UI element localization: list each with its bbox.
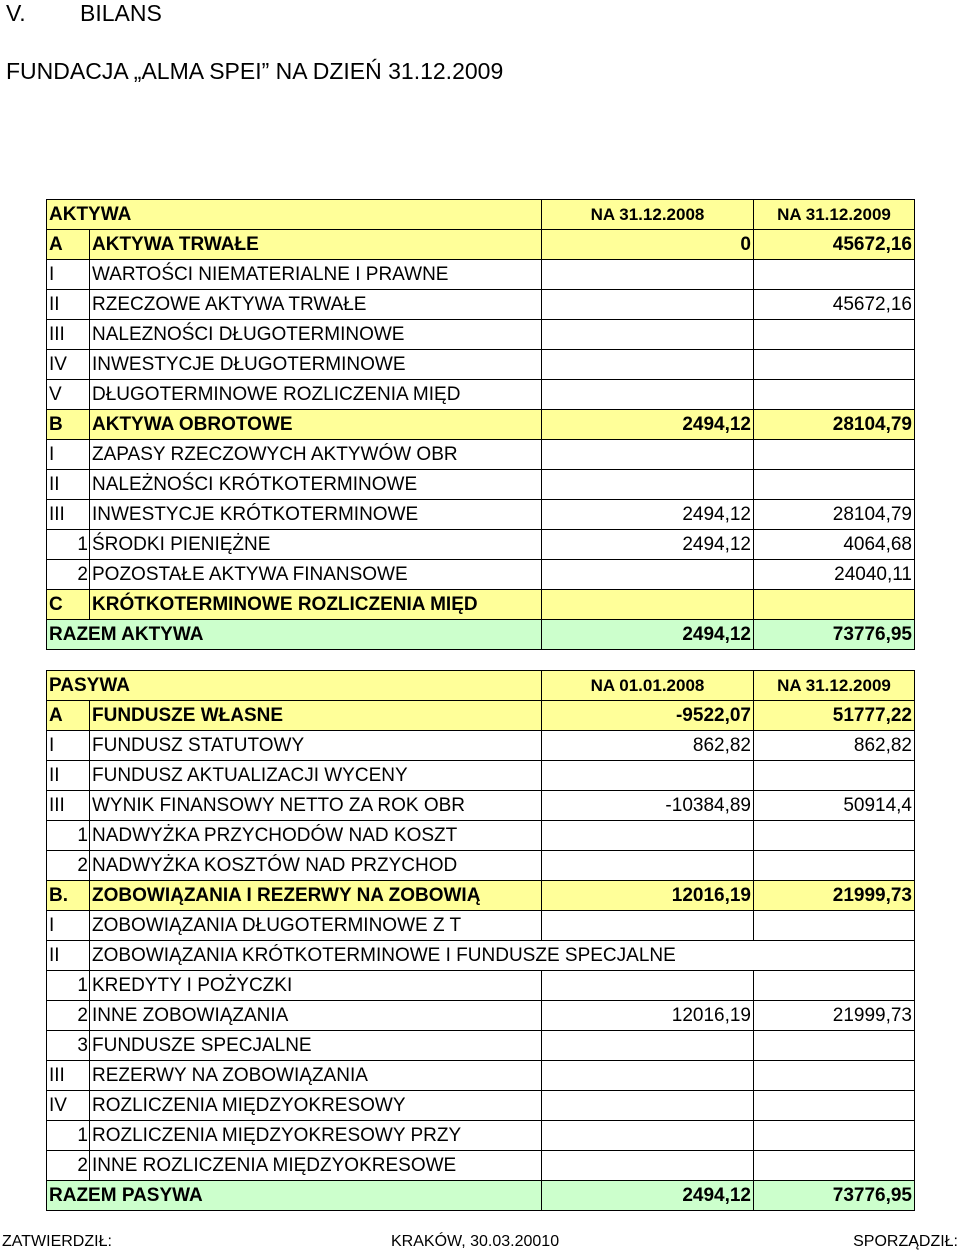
- row-value-col2: [754, 440, 915, 470]
- row-name: NADWYŻKA KOSZTÓW NAD PRZYCHOD: [90, 851, 542, 881]
- row-code: 1: [47, 971, 90, 1001]
- row-value-col1: [542, 320, 754, 350]
- prepared-label: SPORZĄDZIŁ:: [853, 1233, 958, 1250]
- row-name: AKTYWA OBROTOWE: [90, 410, 542, 440]
- table-row: [47, 560, 915, 590]
- table-row: [47, 290, 915, 320]
- table-row: [47, 260, 915, 290]
- row-name: INNE ROZLICZENIA MIĘDZYOKRESOWE: [90, 1151, 542, 1181]
- row-value-col1: [542, 290, 754, 320]
- row-value-col2: [754, 590, 915, 620]
- row-code: 2: [47, 1001, 90, 1031]
- table-row: [47, 470, 915, 500]
- row-name: NALEZNOŚCI DŁUGOTERMINOWE: [90, 320, 542, 350]
- table-row: [47, 1031, 915, 1061]
- row-value-col2: [754, 971, 915, 1001]
- row-value-col1: [542, 911, 754, 941]
- row-name: DŁUGOTERMINOWE ROZLICZENIA MIĘD: [90, 380, 542, 410]
- assets-header-row: [47, 200, 915, 230]
- table-row: [47, 1001, 915, 1031]
- row-name: INWESTYCJE DŁUGOTERMINOWE: [90, 350, 542, 380]
- row-value-col2: [754, 260, 915, 290]
- row-value-col2: [754, 761, 915, 791]
- table-row: [47, 971, 915, 1001]
- row-name: FUNDUSZE SPECJALNE: [90, 1031, 542, 1061]
- table-row: [47, 701, 915, 731]
- row-value-col2: [754, 1091, 915, 1121]
- row-value-col1: 12016,19: [542, 881, 754, 911]
- section-number: V.: [6, 0, 26, 26]
- liabilities-header-row: [47, 671, 915, 701]
- row-name: ROZLICZENIA MIĘDZYOKRESOWY PRZY: [90, 1121, 542, 1151]
- table-row: [47, 380, 915, 410]
- row-name: FUNDUSZ AKTUALIZACJI WYCENY: [90, 761, 542, 791]
- row-code: A: [47, 230, 90, 260]
- table-row: [47, 791, 915, 821]
- row-name: REZERWY NA ZOBOWIĄZANIA: [90, 1061, 542, 1091]
- row-name: NALEŻNOŚCI KRÓTKOTERMINOWE: [90, 470, 542, 500]
- row-name: FUNDUSZE WŁASNE: [90, 701, 542, 731]
- row-code: 2: [47, 560, 90, 590]
- liabilities-header-col1: NA 01.01.2008: [542, 671, 754, 701]
- row-value-col2: [754, 1061, 915, 1091]
- row-code: 1: [47, 530, 90, 560]
- liabilities-total-row: [47, 1181, 915, 1211]
- table-row: [47, 410, 915, 440]
- assets-header-col2: NA 31.12.2009: [754, 200, 915, 230]
- table-row: [47, 500, 915, 530]
- liabilities-header-col2: NA 31.12.2009: [754, 671, 915, 701]
- table-row: [47, 350, 915, 380]
- row-name: INWESTYCJE KRÓTKOTERMINOWE: [90, 500, 542, 530]
- row-value-col2: [754, 821, 915, 851]
- row-code: 3: [47, 1031, 90, 1061]
- assets-header-label: AKTYWA: [47, 200, 542, 230]
- row-value-col2: [754, 851, 915, 881]
- table-row: [47, 590, 915, 620]
- row-value-col2: 21999,73: [754, 881, 915, 911]
- row-code: II: [47, 290, 90, 320]
- row-value-col1: [542, 590, 754, 620]
- assets-total-label: RAZEM AKTYWA: [47, 620, 542, 650]
- row-name: AKTYWA TRWAŁE: [90, 230, 542, 260]
- table-row: [47, 320, 915, 350]
- row-code: II: [47, 941, 90, 971]
- assets-total-col1: 2494,12: [542, 620, 754, 650]
- table-row: [47, 761, 915, 791]
- row-name: ZOBOWIĄZANIA DŁUGOTERMINOWE Z T: [90, 911, 542, 941]
- row-value-col1: [542, 821, 754, 851]
- document-subheading: FUNDACJA „ALMA SPEI” NA DZIEŃ 31.12.2009: [6, 58, 504, 84]
- row-code: III: [47, 320, 90, 350]
- row-code: 1: [47, 1121, 90, 1151]
- row-value-col1: [542, 1151, 754, 1181]
- row-value-col1: 862,82: [542, 731, 754, 761]
- row-value-col2: [754, 911, 915, 941]
- row-code: V: [47, 380, 90, 410]
- row-code: III: [47, 791, 90, 821]
- table-row: [47, 731, 915, 761]
- row-code: 2: [47, 851, 90, 881]
- table-row: [47, 821, 915, 851]
- row-value-col1: -9522,07: [542, 701, 754, 731]
- row-code: B.: [47, 881, 90, 911]
- row-code: III: [47, 1061, 90, 1091]
- row-name: WYNIK FINANSOWY NETTO ZA ROK OBR: [90, 791, 542, 821]
- liabilities-total-col2: 73776,95: [754, 1181, 915, 1211]
- row-value-col2: 50914,4: [754, 791, 915, 821]
- row-value-col2: 24040,11: [754, 560, 915, 590]
- row-name: RZECZOWE AKTYWA TRWAŁE: [90, 290, 542, 320]
- row-code: II: [47, 761, 90, 791]
- row-code: III: [47, 500, 90, 530]
- row-value-col1: [542, 260, 754, 290]
- section-heading: [6, 0, 162, 27]
- row-code: II: [47, 470, 90, 500]
- row-code: B: [47, 410, 90, 440]
- row-value-col1: [542, 1031, 754, 1061]
- row-value-col1: [542, 1061, 754, 1091]
- liabilities-table: [46, 670, 915, 1211]
- table-row: [47, 1121, 915, 1151]
- row-value-col1: [542, 1091, 754, 1121]
- row-code: 2: [47, 1151, 90, 1181]
- row-name: KREDYTY I POŻYCZKI: [90, 971, 542, 1001]
- row-value-col2: 28104,79: [754, 410, 915, 440]
- section-title: BILANS: [80, 0, 162, 26]
- table-row: [47, 911, 915, 941]
- row-value-col1: [542, 560, 754, 590]
- table-row: [47, 1061, 915, 1091]
- row-value-col2: 51777,22: [754, 701, 915, 731]
- row-value-col1: [542, 470, 754, 500]
- assets-header-col1: NA 31.12.2008: [542, 200, 754, 230]
- table-row: [47, 1091, 915, 1121]
- row-code: I: [47, 731, 90, 761]
- row-value-col1: [542, 380, 754, 410]
- row-value-col1: 2494,12: [542, 500, 754, 530]
- row-code: A: [47, 701, 90, 731]
- row-value-col2: [754, 350, 915, 380]
- row-value-col1: [542, 761, 754, 791]
- row-value-col2: [754, 380, 915, 410]
- row-value-col2: [754, 470, 915, 500]
- row-value-col2: 28104,79: [754, 500, 915, 530]
- assets-total-col2: 73776,95: [754, 620, 915, 650]
- table-row: [47, 1151, 915, 1181]
- assets-total-row: [47, 620, 915, 650]
- row-value-col1: 2494,12: [542, 410, 754, 440]
- row-value-col1: 0: [542, 230, 754, 260]
- row-value-col2: 45672,16: [754, 290, 915, 320]
- row-code: I: [47, 440, 90, 470]
- row-value-col2: [754, 1151, 915, 1181]
- row-value-col2: 4064,68: [754, 530, 915, 560]
- row-name: FUNDUSZ STATUTOWY: [90, 731, 542, 761]
- row-code: I: [47, 260, 90, 290]
- row-value-col1: 12016,19: [542, 1001, 754, 1031]
- row-name: ZOBOWIĄZANIA KRÓTKOTERMINOWE I FUNDUSZE SPECJALNE: [90, 941, 915, 971]
- table-row: [47, 881, 915, 911]
- row-name: ŚRODKI PIENIĘŻNE: [90, 530, 542, 560]
- approved-label: ZATWIERDZIŁ:: [2, 1233, 112, 1250]
- row-name: ZOBOWIĄZANIA I REZERWY NA ZOBOWIĄ: [90, 881, 542, 911]
- row-name: ROZLICZENIA MIĘDZYOKRESOWY: [90, 1091, 542, 1121]
- row-code: 1: [47, 821, 90, 851]
- table-row: [47, 530, 915, 560]
- liabilities-total-label: RAZEM PASYWA: [47, 1181, 542, 1211]
- table-row: [47, 440, 915, 470]
- liabilities-total-col1: 2494,12: [542, 1181, 754, 1211]
- table-row: [47, 851, 915, 881]
- place-date: KRAKÓW, 30.03.20010: [391, 1233, 560, 1250]
- row-value-col2: [754, 320, 915, 350]
- assets-table: [46, 199, 915, 650]
- row-value-col1: [542, 440, 754, 470]
- row-name: NADWYŻKA PRZYCHODÓW NAD KOSZT: [90, 821, 542, 851]
- row-code: C: [47, 590, 90, 620]
- row-name: WARTOŚCI NIEMATERIALNE I PRAWNE: [90, 260, 542, 290]
- row-name: ZAPASY RZECZOWYCH AKTYWÓW OBR: [90, 440, 542, 470]
- row-value-col1: [542, 851, 754, 881]
- row-value-col2: 45672,16: [754, 230, 915, 260]
- row-value-col1: [542, 971, 754, 1001]
- row-value-col1: -10384,89: [542, 791, 754, 821]
- row-name: INNE ZOBOWIĄZANIA: [90, 1001, 542, 1031]
- row-value-col1: [542, 350, 754, 380]
- row-value-col2: 862,82: [754, 731, 915, 761]
- row-value-col1: 2494,12: [542, 530, 754, 560]
- row-code: I: [47, 911, 90, 941]
- row-name: KRÓTKOTERMINOWE ROZLICZENIA MIĘD: [90, 590, 542, 620]
- row-value-col2: 21999,73: [754, 1001, 915, 1031]
- row-value-col2: [754, 1121, 915, 1151]
- row-value-col2: [754, 1031, 915, 1061]
- liabilities-header-label: PASYWA: [47, 671, 542, 701]
- row-name: POZOSTAŁE AKTYWA FINANSOWE: [90, 560, 542, 590]
- row-code: IV: [47, 1091, 90, 1121]
- row-value-col1: [542, 1121, 754, 1151]
- table-row: [47, 230, 915, 260]
- table-row: [47, 941, 915, 971]
- row-code: IV: [47, 350, 90, 380]
